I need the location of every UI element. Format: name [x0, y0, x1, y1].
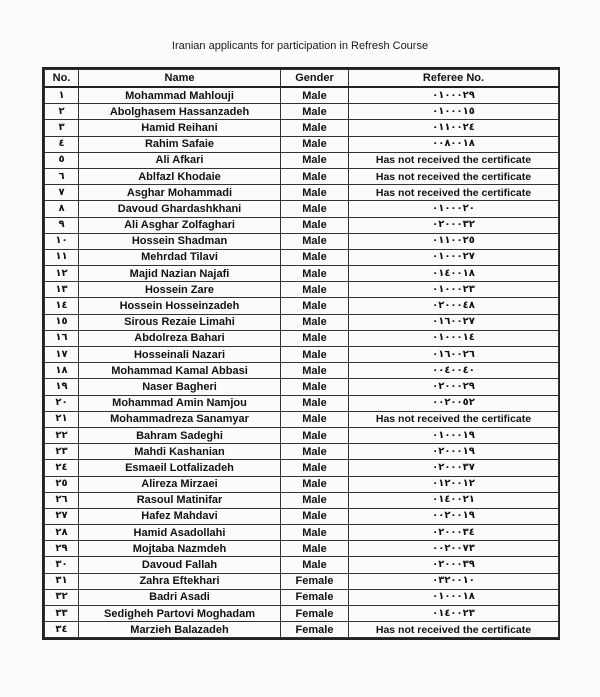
referee-number: ٠١٤٠٠١٨ [349, 266, 559, 282]
applicant-name: Majid Nazian Najafi [79, 266, 281, 282]
applicant-gender: Female [281, 606, 349, 622]
applicant-gender: Male [281, 298, 349, 314]
applicant-name: Abdolreza Bahari [79, 330, 281, 346]
referee-number: ٠١٤٠٠٢٣ [349, 606, 559, 622]
table-row [45, 298, 559, 314]
referee-number: ٠٢٠٠٠٤٨ [349, 298, 559, 314]
row-number: ٨ [45, 201, 79, 217]
applicant-gender: Male [281, 460, 349, 476]
applicant-gender: Male [281, 136, 349, 152]
row-number: ٩ [45, 217, 79, 233]
referee-number: ٠١٦٠٠٢٧ [349, 314, 559, 330]
table-row [45, 185, 559, 201]
applicant-gender: Male [281, 201, 349, 217]
referee-number: ٠٢٠٠٠٣٧ [349, 460, 559, 476]
referee-number: Has not received the certificate [349, 411, 559, 427]
table-row [45, 573, 559, 589]
applicant-gender: Male [281, 217, 349, 233]
referee-number: ٠٢٠٠٠٣٢ [349, 217, 559, 233]
applicant-gender: Male [281, 314, 349, 330]
applicant-name: Sirous Rezaie Limahi [79, 314, 281, 330]
table-row [45, 282, 559, 298]
row-number: ١٤ [45, 298, 79, 314]
referee-number: ٠٢٠٠٠٣٤ [349, 525, 559, 541]
applicant-name: Hossein Shadman [79, 233, 281, 249]
row-number: ١ [45, 87, 79, 104]
table-row [45, 557, 559, 573]
table-row [45, 379, 559, 395]
row-number: ٢٣ [45, 444, 79, 460]
applicant-name: Zahra Eftekhari [79, 573, 281, 589]
applicant-name: Mahdi Kashanian [79, 444, 281, 460]
row-number: ٢٤ [45, 460, 79, 476]
applicant-gender: Male [281, 249, 349, 265]
row-number: ٣١ [45, 573, 79, 589]
applicant-gender: Female [281, 589, 349, 605]
applicant-name: Hosseinali Nazari [79, 347, 281, 363]
table-row [45, 201, 559, 217]
row-number: ١٣ [45, 282, 79, 298]
row-number: ٢٩ [45, 541, 79, 557]
table-row [45, 541, 559, 557]
table-row [45, 460, 559, 476]
applicant-name: Davoud Ghardashkhani [79, 201, 281, 217]
referee-number: ٠١٠٠٠١٨ [349, 589, 559, 605]
applicant-gender: Female [281, 573, 349, 589]
referee-number: ٠١١٠٠٢٥ [349, 233, 559, 249]
referee-number: ٠١٠٠٠٢٩ [349, 87, 559, 104]
referee-number: ٠١٠٠٠١٥ [349, 104, 559, 120]
row-number: ٢٦ [45, 492, 79, 508]
applicant-gender: Male [281, 152, 349, 168]
applicant-gender: Male [281, 347, 349, 363]
applicant-gender: Male [281, 233, 349, 249]
table-row [45, 152, 559, 168]
applicant-name: Bahram Sadeghi [79, 427, 281, 443]
table-row [45, 525, 559, 541]
applicant-name: Mohammad Kamal Abbasi [79, 363, 281, 379]
row-number: ٣٢ [45, 589, 79, 605]
referee-number: ٠٣٢٠٠١٠ [349, 573, 559, 589]
applicant-gender: Male [281, 104, 349, 120]
referee-number: ٠٠٤٠٠٤٠ [349, 363, 559, 379]
applicant-name: Hafez Mahdavi [79, 508, 281, 524]
column-header-name: Name [79, 70, 281, 88]
row-number: ٥ [45, 152, 79, 168]
applicant-name: Mohammad Mahlouji [79, 87, 281, 104]
applicant-gender: Male [281, 185, 349, 201]
applicant-name: Esmaeil Lotfalizadeh [79, 460, 281, 476]
referee-number: Has not received the certificate [349, 152, 559, 168]
table-row [45, 314, 559, 330]
table-row [45, 622, 559, 638]
applicant-gender: Male [281, 444, 349, 460]
table-row [45, 104, 559, 120]
table-row [45, 476, 559, 492]
applicant-gender: Male [281, 427, 349, 443]
applicant-name: Mehrdad Tilavi [79, 249, 281, 265]
applicant-gender: Male [281, 557, 349, 573]
row-number: ٣٤ [45, 622, 79, 638]
applicant-gender: Male [281, 508, 349, 524]
referee-number: Has not received the certificate [349, 168, 559, 184]
applicant-gender: Male [281, 492, 349, 508]
row-number: ٤ [45, 136, 79, 152]
referee-number: ٠١٠٠٠١٩ [349, 427, 559, 443]
row-number: ٢٨ [45, 525, 79, 541]
referee-number: Has not received the certificate [349, 185, 559, 201]
table-row [45, 330, 559, 346]
applicant-name: Hossein Hosseinzadeh [79, 298, 281, 314]
referee-number: ٠١٠٠٠٢٧ [349, 249, 559, 265]
applicant-name: Asghar Mohammadi [79, 185, 281, 201]
applicant-gender: Male [281, 330, 349, 346]
row-number: ٢٥ [45, 476, 79, 492]
referee-number: ٠٢٠٠٠٢٩ [349, 379, 559, 395]
row-number: ١٨ [45, 363, 79, 379]
applicant-name: Marzieh Balazadeh [79, 622, 281, 638]
applicant-gender: Male [281, 379, 349, 395]
table-row [45, 363, 559, 379]
table-row [45, 217, 559, 233]
row-number: ٣ [45, 120, 79, 136]
applicant-gender: Male [281, 120, 349, 136]
applicant-name: Hamid Reihani [79, 120, 281, 136]
table-row [45, 87, 559, 104]
applicant-name: Naser Bagheri [79, 379, 281, 395]
applicant-name: Mohammad Amin Namjou [79, 395, 281, 411]
referee-number: ٠١٦٠٠٢٦ [349, 347, 559, 363]
applicant-name: Davoud Fallah [79, 557, 281, 573]
applicant-gender: Female [281, 622, 349, 638]
applicant-name: Mojtaba Nazmdeh [79, 541, 281, 557]
referee-number: ٠٢٠٠٠١٩ [349, 444, 559, 460]
table-row [45, 444, 559, 460]
row-number: ١٦ [45, 330, 79, 346]
applicants-table [42, 67, 560, 640]
applicant-name: Abolghasem Hassanzadeh [79, 104, 281, 120]
applicant-gender: Male [281, 363, 349, 379]
referee-number: ٠١٢٠٠١٢ [349, 476, 559, 492]
row-number: ١١ [45, 249, 79, 265]
applicant-gender: Male [281, 476, 349, 492]
table-row [45, 168, 559, 184]
applicant-name: Ali Afkari [79, 152, 281, 168]
referee-number: ٠١٠٠٠١٤ [349, 330, 559, 346]
table-row [45, 249, 559, 265]
column-header-referee: Referee No. [349, 70, 559, 88]
applicant-gender: Male [281, 87, 349, 104]
referee-number: ٠٠٢٠٠٧٣ [349, 541, 559, 557]
referee-number: Has not received the certificate [349, 622, 559, 638]
table-row [45, 233, 559, 249]
referee-number: ٠١٤٠٠٢١ [349, 492, 559, 508]
row-number: ١٥ [45, 314, 79, 330]
document-title: Iranian applicants for participation in Refresh Course [171, 40, 429, 52]
row-number: ٣٠ [45, 557, 79, 573]
row-number: ٢٢ [45, 427, 79, 443]
table-row [45, 606, 559, 622]
table-row [45, 347, 559, 363]
row-number: ١٠ [45, 233, 79, 249]
referee-number: ٠٠٢٠٠٥٢ [349, 395, 559, 411]
referee-number: ٠٠٨٠٠١٨ [349, 136, 559, 152]
applicant-name: Sedigheh Partovi Moghadam [79, 606, 281, 622]
row-number: ٢٧ [45, 508, 79, 524]
applicant-gender: Male [281, 411, 349, 427]
referee-number: ٠١٠٠٠٢٠ [349, 201, 559, 217]
row-number: ١٧ [45, 347, 79, 363]
table-row [45, 136, 559, 152]
applicant-name: Badri Asadi [79, 589, 281, 605]
table-row [45, 120, 559, 136]
applicant-name: Hossein Zare [79, 282, 281, 298]
applicant-gender: Male [281, 168, 349, 184]
referee-number: ٠٠٢٠٠١٩ [349, 508, 559, 524]
table-row [45, 508, 559, 524]
table-row [45, 411, 559, 427]
table-row [45, 266, 559, 282]
applicant-name: Hamid Asadollahi [79, 525, 281, 541]
applicant-gender: Male [281, 541, 349, 557]
table-header-row [45, 70, 559, 88]
applicant-name: Alireza Mirzaei [79, 476, 281, 492]
row-number: ١٢ [45, 266, 79, 282]
table-row [45, 395, 559, 411]
referee-number: ٠١١٠٠٢٤ [349, 120, 559, 136]
table-row [45, 492, 559, 508]
row-number: ٢٠ [45, 395, 79, 411]
applicant-name: Ablfazl Khodaie [79, 168, 281, 184]
applicant-name: Mohammadreza Sanamyar [79, 411, 281, 427]
referee-number: ٠٢٠٠٠٣٩ [349, 557, 559, 573]
column-header-no: No. [45, 70, 79, 88]
applicant-gender: Male [281, 266, 349, 282]
row-number: ٦ [45, 168, 79, 184]
table-row [45, 427, 559, 443]
row-number: ٣٣ [45, 606, 79, 622]
referee-number: ٠١٠٠٠٢٣ [349, 282, 559, 298]
row-number: ٢١ [45, 411, 79, 427]
column-header-gender: Gender [281, 70, 349, 88]
applicant-name: Rahim Safaie [79, 136, 281, 152]
applicant-gender: Male [281, 525, 349, 541]
applicant-gender: Male [281, 395, 349, 411]
table-row [45, 589, 559, 605]
applicant-name: Ali Asghar Zolfaghari [79, 217, 281, 233]
applicant-name: Rasoul Matinifar [79, 492, 281, 508]
row-number: ٢ [45, 104, 79, 120]
row-number: ٧ [45, 185, 79, 201]
applicant-gender: Male [281, 282, 349, 298]
row-number: ١٩ [45, 379, 79, 395]
